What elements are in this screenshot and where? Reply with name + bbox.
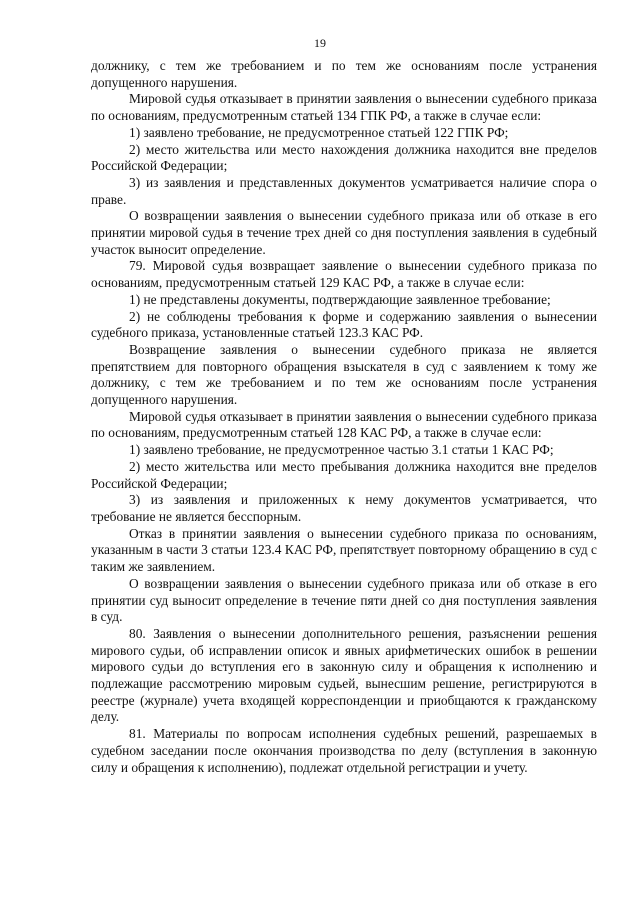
paragraph-continuation: должнику, с тем же требованием и по тем же основаниям после устранения допущенного нарушения. [91, 58, 597, 90]
paragraph: Отказ в принятии заявления о вынесении судебного приказа по основаниям, указанным в части 3 статьи 123.4 КАС РФ, препятствует повторному обращению в суд с таким же заявлением. [91, 525, 597, 575]
list-item: 2) не соблюдены требования к форме и содержанию заявления о вынесении судебного приказа, установленные статьей 123.3 КАС РФ. [91, 308, 597, 341]
paragraph-80: 80. Заявления о вынесении дополнительного решения, разъяснении решения мирового судьи, об исправлении описок и явных арифметических ошибок в решении мирового судьи до вступления его в законную силу и обращения к исполнению и подлежащие рассмотрению мировым судьей, вынесшим решение, регистрируются в реестре (журнале) учета входящей корреспонденции и приобщаются к гражданскому делу. [91, 625, 597, 725]
list-item: 2) место жительства или место пребывания должника находится вне пределов Российской Федерации; [91, 458, 597, 491]
paragraph: О возвращении заявления о вынесении судебного приказа или об отказе в его принятии суд выносит определение в течение пяти дней со дня поступления заявления в суд. [91, 575, 597, 625]
list-item: 2) место жительства или место нахождения должника находится вне пределов Российской Федерации; [91, 141, 597, 174]
paragraph-81: 81. Материалы по вопросам исполнения судебных решений, разрешаемых в судебном заседании после окончания производства по делу (вступления в законную силу и обращения к исполнению), подлежат отдельной регистрации и учету. [91, 726, 597, 775]
list-item: 1) заявлено требование, не предусмотренное статьей 122 ГПК РФ; [129, 124, 509, 140]
list-item: 1) заявлено требование, не предусмотренное частью 3.1 статьи 1 КАС РФ; [129, 442, 554, 458]
paragraph-79: 79. Мировой судья возвращает заявление о вынесении судебного приказа по основаниям, предусмотренным статьей 129 КАС РФ, а также в случае если: [91, 258, 597, 291]
list-item: 1) не представлены документы, подтверждающие заявленное требование; [129, 291, 551, 307]
list-item: 3) из заявления и приложенных к нему документов усматривается, что требование не является бесспорным. [91, 492, 597, 524]
document-body [91, 58, 597, 776]
paragraph: Мировой судья отказывает в принятии заявления о вынесении судебного приказа по основаниям, предусмотренным статьей 134 ГПК РФ, а также в случае если: [91, 91, 597, 124]
paragraph: Возвращение заявления о вынесении судебного приказа не является препятствием для повторного обращения взыскателя в суд с заявлением к тому же должнику, с тем же требованием и по тем же основаниям после устранения допущенного нарушения. [91, 341, 597, 408]
paragraph: Мировой судья отказывает в принятии заявления о вынесении судебного приказа по основаниям, предусмотренным статьей 128 КАС РФ, а также в случае если: [91, 408, 597, 441]
paragraph: О возвращении заявления о вынесении судебного приказа или об отказе в его принятии мировой судья в течение трех дней со дня поступления заявления в судебный участок выносит определение. [91, 208, 597, 257]
list-item: 3) из заявления и представленных документов усматривается наличие спора о праве. [91, 174, 597, 207]
page-number: 19 [314, 36, 326, 50]
